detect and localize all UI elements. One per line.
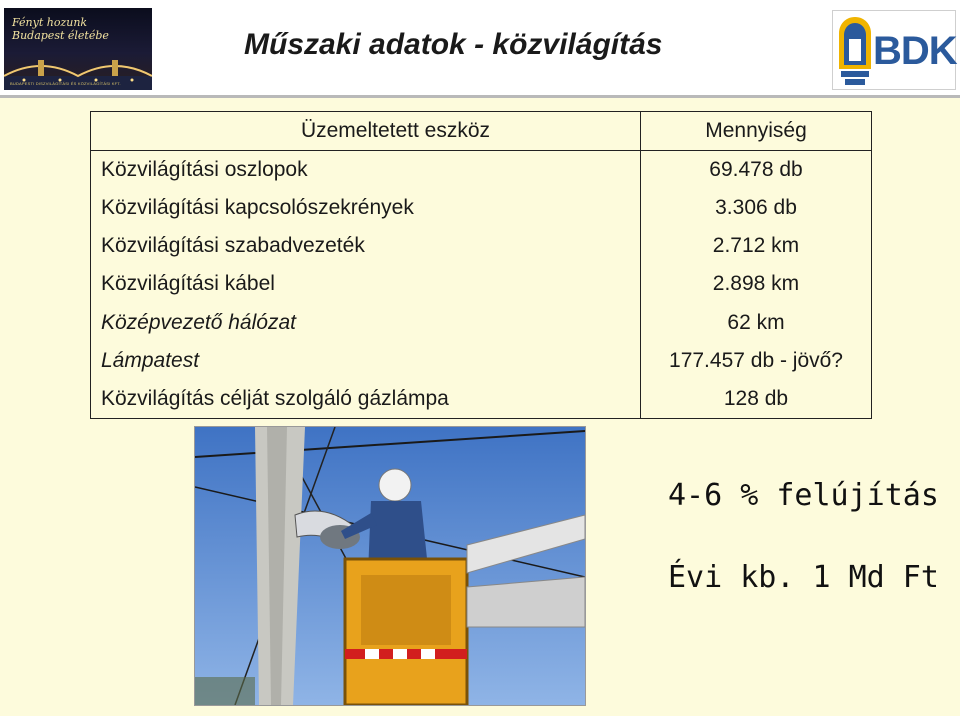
logo-tagline: Fényt hozunk Budapest életébe [12, 16, 109, 42]
quantity-cell: 2.898 km [641, 265, 872, 303]
asset-cell: Közvilágítási kábel [91, 265, 641, 303]
lamp-icon [835, 11, 875, 89]
maintenance-photo [194, 426, 586, 706]
annual-cost-note: Évi kb. 1 Md Ft [668, 560, 939, 595]
table-row [91, 380, 872, 419]
quantity-cell-future: 177.457 db - jövő? [641, 342, 872, 380]
city-lights-logo [4, 8, 152, 90]
header-divider [0, 95, 960, 98]
quantity-cell: 62 km [641, 304, 872, 342]
quantity-cell: 128 db [641, 380, 872, 419]
table-row [91, 151, 872, 190]
bdk-logo [832, 10, 956, 90]
technical-data-table [90, 111, 872, 419]
column-header-asset: Üzemeltetett eszköz [91, 112, 641, 151]
asset-cell: Közvilágítás célját szolgáló gázlámpa [91, 380, 641, 419]
quantity-cell: 2.712 km [641, 227, 872, 265]
asset-cell: Közvilágítási oszlopok [91, 151, 641, 190]
page-title: Műszaki adatok - közvilágítás [244, 28, 663, 61]
table-row [91, 342, 872, 380]
logo-small-line: BUDAPESTI DISZVILÁGÍTÁSI ÉS KÖZVILÁGÍTÁSI KFT. [10, 81, 121, 86]
table-row [91, 189, 872, 227]
bdk-wordmark: BDK [873, 29, 957, 73]
quantity-cell: 3.306 db [641, 189, 872, 227]
table-header-row [91, 112, 872, 151]
column-header-quantity: Mennyiség [641, 112, 872, 151]
lineman-illustration [195, 427, 585, 705]
quantity-cell: 69.478 db [641, 151, 872, 190]
renewal-rate-note: 4-6 % felújítás [668, 478, 939, 513]
asset-cell: Középvezető hálózat [91, 304, 641, 342]
table-row [91, 227, 872, 265]
asset-cell: Lámpatest [91, 342, 641, 380]
table-row [91, 265, 872, 303]
asset-cell: Közvilágítási szabadvezeték [91, 227, 641, 265]
table-row [91, 304, 872, 342]
asset-cell: Közvilágítási kapcsolószekrények [91, 189, 641, 227]
